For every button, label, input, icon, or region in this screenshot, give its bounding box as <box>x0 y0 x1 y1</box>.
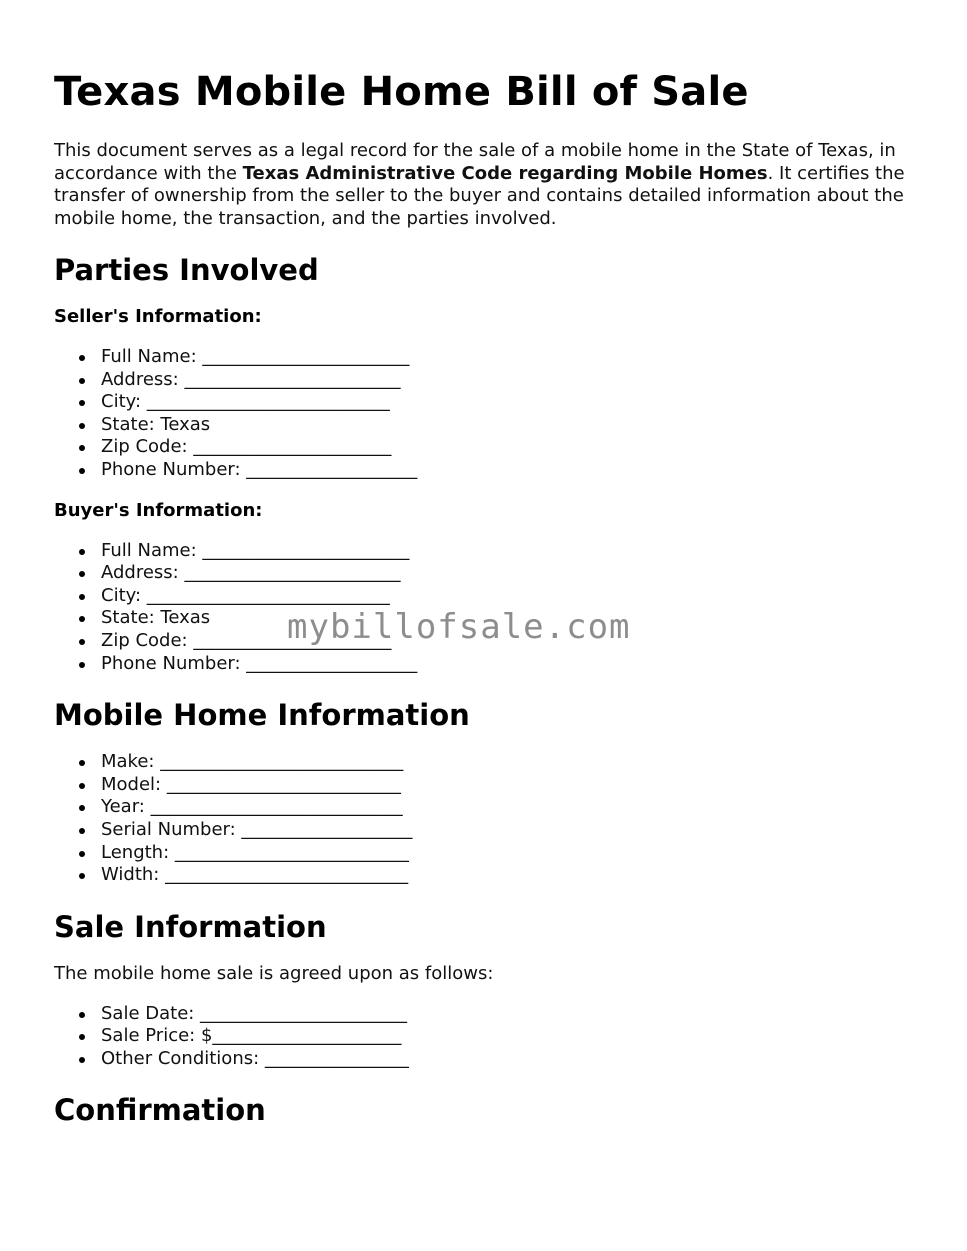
mobile-home-heading: Mobile Home Information <box>54 698 470 733</box>
seller-heading: Seller's Information: <box>54 306 262 327</box>
seller-list <box>54 346 914 482</box>
watermark-text: mybillofsale.com <box>287 607 631 647</box>
seller-phone: Phone Number: ___________________ <box>101 459 914 482</box>
intro-text-bold: Texas Administrative Code regarding Mobile Homes <box>242 162 768 184</box>
document-page <box>54 60 914 1146</box>
intro-text-after: . It certifies the transfer of ownership from the seller to the buyer and contains detailed information about the mobile home, the transaction, and the parties involved. <box>54 162 905 229</box>
buyer-state: State: Texas <box>101 607 914 630</box>
mobile-home-list <box>54 751 914 887</box>
sale-heading: Sale Information <box>54 909 327 944</box>
intro-paragraph <box>54 140 914 230</box>
sale-other-conditions: Other Conditions: ________________ <box>101 1048 914 1071</box>
sale-list <box>54 1003 914 1071</box>
confirmation-heading: Confirmation <box>54 1093 266 1128</box>
home-serial-number: Serial Number: ___________________ <box>101 819 914 842</box>
buyer-phone: Phone Number: ___________________ <box>101 653 914 676</box>
seller-city: City: ___________________________ <box>101 391 914 414</box>
seller-state: State: Texas <box>101 414 914 437</box>
seller-zip: Zip Code: ______________________ <box>101 436 914 459</box>
home-year: Year: ____________________________ <box>101 796 914 819</box>
buyer-city: City: ___________________________ <box>101 585 914 608</box>
seller-full-name: Full Name: _______________________ <box>101 346 914 369</box>
sale-price: Sale Price: $_____________________ <box>101 1025 914 1048</box>
page-title: Texas Mobile Home Bill of Sale <box>54 69 749 115</box>
home-model: Model: __________________________ <box>101 774 914 797</box>
buyer-list <box>54 540 914 676</box>
parties-heading: Parties Involved <box>54 253 319 287</box>
buyer-address: Address: ________________________ <box>101 562 914 585</box>
sale-date: Sale Date: _______________________ <box>101 1003 914 1026</box>
intro-text-before: This document serves as a legal record for the sale of a mobile home in the State of Texas, in accordance with the <box>54 140 896 184</box>
home-length: Length: __________________________ <box>101 842 914 865</box>
seller-address: Address: ________________________ <box>101 369 914 392</box>
buyer-full-name: Full Name: _______________________ <box>101 540 914 563</box>
sale-lead-text: The mobile home sale is agreed upon as follows: <box>54 962 494 984</box>
home-make: Make: ___________________________ <box>101 751 914 774</box>
buyer-zip: Zip Code: ______________________ <box>101 630 914 653</box>
buyer-heading: Buyer's Information: <box>54 499 263 521</box>
home-width: Width: ___________________________ <box>101 864 914 887</box>
